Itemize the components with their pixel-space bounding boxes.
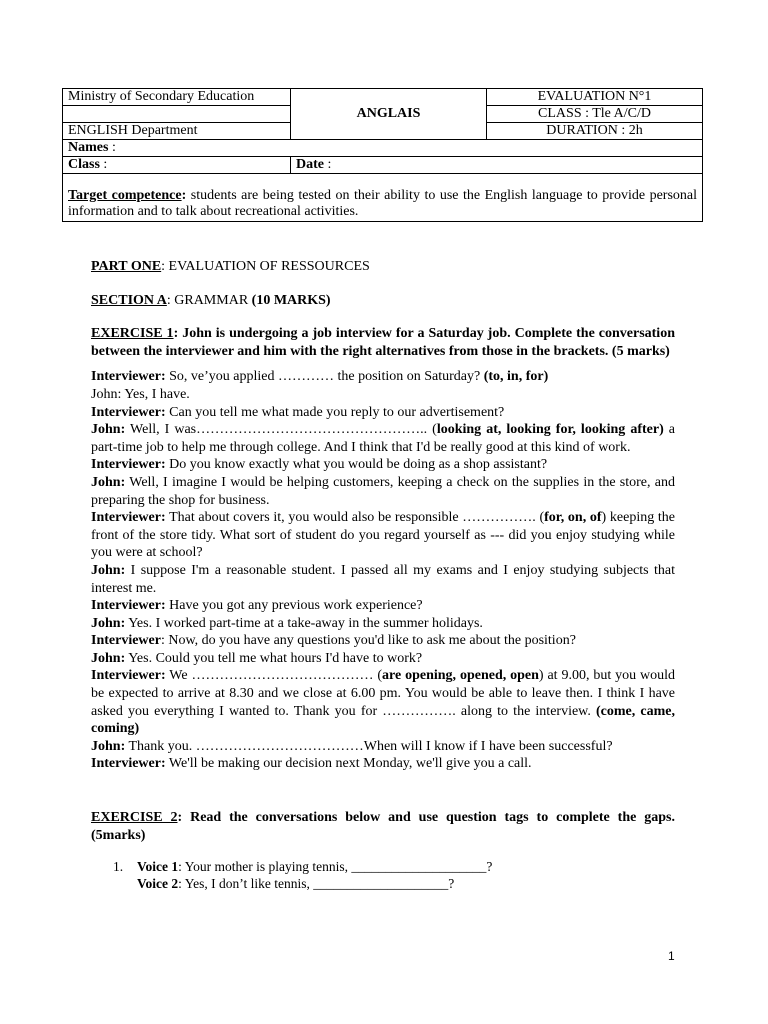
- line-text: Well, I was………………………………………….. (: [125, 422, 437, 438]
- speaker: John:: [91, 615, 126, 631]
- section-a-text: : GRAMMAR: [166, 292, 252, 308]
- date-label: Date: [296, 157, 324, 172]
- speaker: John:: [91, 422, 126, 438]
- section-a-marks: (10 MARKS): [251, 292, 331, 308]
- dialogue-line: [91, 738, 675, 756]
- dialogue-line: [91, 509, 675, 562]
- date-sep: :: [324, 157, 332, 172]
- line-text: Have you got any previous work experience?: [165, 598, 423, 614]
- class-label: Class: [68, 157, 100, 172]
- dialogue-line: [91, 597, 675, 615]
- date-cell: [291, 157, 703, 174]
- exam-body: [91, 258, 675, 892]
- speaker: Interviewer:: [91, 457, 166, 473]
- speaker: Interviewer:: [91, 668, 166, 684]
- voice1-label: Voice 1: [137, 859, 179, 875]
- header-table: [62, 88, 703, 222]
- names-cell: [63, 140, 703, 157]
- speaker: Interviewer:: [91, 404, 166, 420]
- names-sep: :: [108, 140, 116, 155]
- exercise1-sep: :: [173, 326, 183, 342]
- line-text-after: a part-time job to help me through college. And I think that I'd be really good at this kind of work.: [91, 422, 676, 455]
- line-text: : Now, do you have any questions you'd like to ask me about the position?: [160, 633, 576, 649]
- class-sep: :: [99, 157, 108, 172]
- item-number: 1.: [113, 859, 124, 875]
- dialogue-line: [91, 456, 675, 474]
- target-label: Target competence: [68, 188, 182, 203]
- options-2: (come, came, coming): [91, 703, 675, 737]
- dialogue-line: [91, 404, 675, 422]
- dialogue-line: [91, 421, 675, 456]
- voice1-text: : Your mother is playing tennis, ____________________?: [178, 859, 493, 875]
- line-text-after: ) keeping the front of the store tidy. What sort of student do you regard yourself as --- did you enjoy studying while you were at school?: [91, 510, 675, 561]
- speaker: Interviewer:: [91, 598, 166, 614]
- class-cell: [63, 157, 291, 174]
- line-text: Thank you. ………………………………When will I know if I have been successful?: [125, 738, 613, 754]
- line-text: We'll be making our decision next Monday, we'll give you a call.: [165, 756, 532, 772]
- exercise2-text: Read the conversations below and use question tags to complete the gaps. (5marks): [91, 810, 675, 843]
- exercise1-label: EXERCISE 1: [91, 326, 174, 342]
- part-one-text: : EVALUATION OF RESSOURCES: [161, 259, 370, 274]
- line-text: We ………………………………… (: [165, 668, 383, 684]
- options: looking at, looking for, looking after): [436, 422, 664, 438]
- department-cell: ENGLISH Department: [63, 123, 291, 140]
- dialogue-line: [91, 562, 675, 597]
- subject-cell: ANGLAIS: [291, 89, 487, 140]
- options: are opening, opened, open: [382, 668, 539, 684]
- part-one-heading: [91, 258, 675, 276]
- line-text: That about covers it, you would also be responsible ……………. (: [165, 510, 545, 526]
- dialogue-line: [91, 755, 675, 773]
- speaker: John:: [91, 738, 126, 754]
- voice2-line: [137, 875, 492, 892]
- exercise1-text: John is undergoing a job interview for a Saturday job. Complete the conversation between the interviewer and him with the right alternatives from those in the brackets. (5 marks): [91, 326, 675, 359]
- exercise2-sep: :: [177, 810, 191, 826]
- dialogue-line: [91, 386, 675, 404]
- dialogue: [91, 368, 675, 773]
- speaker: Interviewer: [91, 633, 161, 649]
- line-text: So, ve’you applied ………… the position on Saturday?: [165, 369, 484, 385]
- section-a-label: SECTION A: [91, 292, 167, 308]
- dialogue-line: [91, 368, 675, 386]
- line-text: Yes. I worked part-time at a take-away in the summer holidays.: [125, 615, 483, 631]
- options: (to, in, for): [483, 369, 549, 385]
- speaker: Interviewer:: [91, 756, 166, 772]
- ministry-cell: Ministry of Secondary Education: [63, 89, 291, 106]
- exercise1-instructions: [91, 325, 675, 360]
- dialogue-line: [91, 615, 675, 633]
- line-text: Can you tell me what made you reply to our advertisement?: [165, 404, 505, 420]
- voice1-line: [137, 858, 492, 875]
- speaker: Interviewer:: [91, 369, 166, 385]
- speaker: Interviewer:: [91, 510, 166, 526]
- voice2-text: : Yes, I don’t like tennis, ____________________?: [178, 876, 455, 892]
- dialogue-line: [91, 632, 675, 650]
- target-text: students are being tested on their ability to use the English language to provide personal information and to talk about recreational activities.: [68, 188, 697, 219]
- dialogue-line: [91, 650, 675, 668]
- dialogue-line: [91, 474, 675, 509]
- speaker: John:: [91, 474, 126, 490]
- names-label: Names: [68, 140, 109, 155]
- evaluation-cell: EVALUATION N°1: [487, 89, 703, 106]
- speaker: John:: [91, 650, 126, 666]
- page-number: 1: [668, 949, 675, 963]
- empty-cell: [63, 106, 291, 123]
- line-text: John: Yes, I have.: [91, 386, 190, 402]
- line-text: Yes. Could you tell me what hours I'd have to work?: [125, 650, 423, 666]
- voice2-label: Voice 2: [137, 876, 179, 892]
- duration-cell: DURATION : 2h: [487, 123, 703, 140]
- target-competence-cell: [63, 174, 703, 222]
- speaker: John:: [91, 562, 126, 578]
- class-info-cell: CLASS : Tle A/C/D: [487, 106, 703, 123]
- exercise2-instructions: [91, 809, 675, 844]
- section-a-heading: [91, 292, 675, 310]
- part-one-label: PART ONE: [91, 259, 162, 274]
- target-sep: :: [181, 188, 187, 203]
- dialogue-line: [91, 667, 675, 737]
- line-text: I suppose I'm a reasonable student. I passed all my exams and I enjoy studying subjects that interest me.: [91, 562, 675, 596]
- exercise2-list: [91, 858, 675, 892]
- line-text-after: ) at 9.00, but you would be expected to arrive at 8.30 and we close at 6.00 pm. You would be able to leave then. I think I have asked you everything I wanted to. Thank you for ……………. along to the interview.: [91, 668, 676, 719]
- line-text: Well, I imagine I would be helping customers, keeping a check on the supplies in the store, and preparing the shop for business.: [91, 474, 675, 508]
- list-item: [91, 858, 675, 892]
- line-text: Do you know exactly what you would be doing as a shop assistant?: [165, 457, 548, 473]
- exercise2-label: EXERCISE 2: [91, 810, 178, 826]
- options: for, on, of: [544, 510, 602, 526]
